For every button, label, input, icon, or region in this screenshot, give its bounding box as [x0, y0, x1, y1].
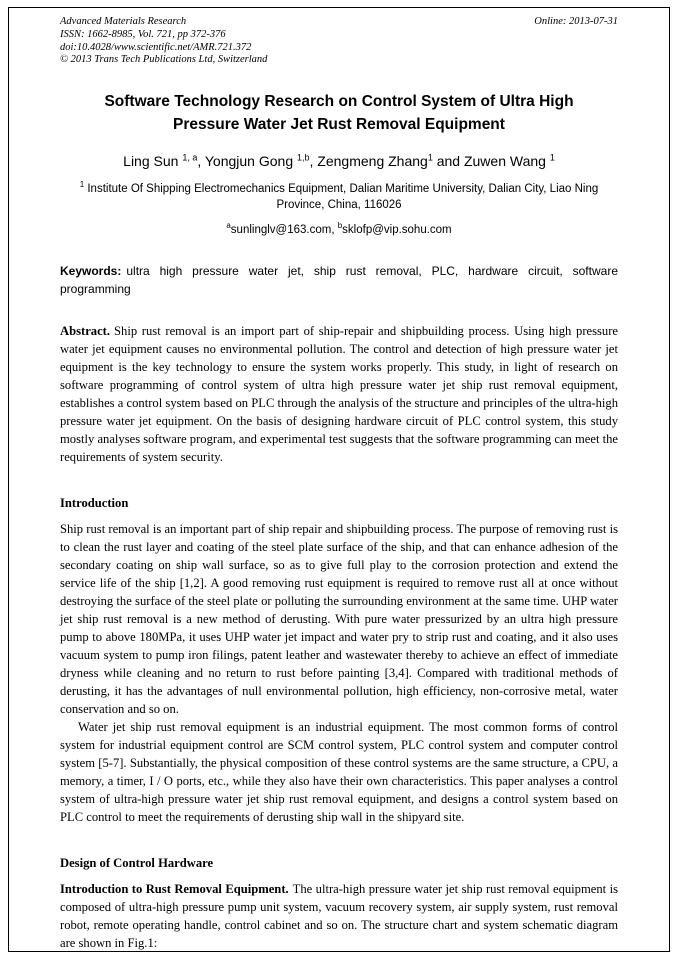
- abstract-text: Ship rust removal is an import part of ship-repair and shipbuilding process. Using high pressure water jet equipment causes no environmental pollution. The control and detection of high pressure water jet equipment is the key technology to ensure the system works properly. This study, in light of research on software programming of control system of ultra high pressure water jet ship rust removal equipment, establishes a control system based on PLC through the analysis of the structure and principles of the ultra-high pressure water jet equipment. On the basis of designing hardware circuit of PLC control system, this study mostly analyses software program, and experimental test suggests that the software programming can meet the requirements of system security.: [60, 324, 618, 465]
- subsection-title: Introduction to Rust Removal Equipment.: [60, 882, 289, 897]
- affiliation: [64, 181, 614, 213]
- paragraph: [60, 880, 618, 952]
- author-superscript: 1,b: [297, 152, 310, 163]
- affiliation-text: Institute Of Shipping Electromechanics Equipment, Dalian Maritime University, Dalian City, Liao Ning Province, China, 116026: [84, 183, 599, 212]
- journal-header: [60, 16, 618, 67]
- page-content: [60, 16, 618, 952]
- email-superscript: b: [337, 221, 343, 231]
- keywords-paragraph: [60, 263, 618, 298]
- author-superscript: 1, a: [182, 152, 198, 163]
- author-superscript: 1: [549, 152, 555, 163]
- author-superscript: 1: [427, 152, 433, 163]
- paragraph: Ship rust removal is an important part of ship repair and shipbuilding process. The purpose of removing rust is to clean the rust layer and coating of the steel plate surface of the ship, and that can enhance adhesion of the secondary coating on ship wall surface, so as to give full play to the corrosion protection and extend the service life of the ship [1,2]. A good removing rust equipment is required to remove rust all at once without destroying the surface of the steel plate or polluting the surrounding environment at the same time. UHP water jet ship rust removal is a new method of derusting. With pure water pressurized by an ultra high pressure pump to above 180MPa, it uses UHP water jet impact and water pry to strip rust and coating, and it also uses vacuum system to pump iron filings, patent leather and wastewater thereby to achieve an effect of immediate dryness while cleaning and no return to rust before painting [3,4]. Compared with traditional methods of derusting, it has the advantages of null environmental pollution, high efficiency, non-corrosive metal, water conservation and so on.: [60, 522, 618, 717]
- author-name: Ling Sun: [123, 153, 183, 170]
- keywords-label: Keywords:: [60, 264, 122, 279]
- paragraph-text: The ultra-high pressure water jet ship rust removal equipment is composed of ultra-high pressure pump unit system, vacuum recovery system, air supply system, rust removal robot, remote operating handle, control cabinet and so on. The structure chart and system schematic diagram are shown in Fig.1:: [60, 882, 618, 951]
- authors-line: [60, 153, 618, 169]
- keywords-text: ultra high pressure water jet, ship rust removal, PLC, hardware circuit, software programming: [60, 264, 618, 296]
- journal-header-left: [60, 16, 267, 67]
- email-address: sunlinglv@163.com,: [230, 224, 338, 237]
- email-superscript: a: [226, 221, 231, 231]
- online-date: Online: 2013-07-31: [534, 16, 618, 27]
- author-name: , Zengmeng Zhang: [309, 153, 428, 170]
- author-name: and Zuwen Wang: [432, 153, 550, 170]
- abstract-paragraph: [60, 322, 618, 466]
- journal-copyright: © 2013 Trans Tech Publications Ltd, Switzerland: [60, 54, 268, 66]
- section-heading-design-of-control-hardware: Design of Control Hardware: [60, 856, 214, 871]
- abstract-label: Abstract.: [60, 324, 111, 339]
- journal-doi: doi:10.4028/www.scientific.net/AMR.721.372: [60, 41, 252, 53]
- author-name: , Yongjun Gong: [197, 153, 297, 170]
- email-address: sklofp@vip.sohu.com: [342, 224, 452, 237]
- journal-issn-volume: ISSN: 1662-8985, Vol. 721, pp 372-376: [60, 28, 226, 40]
- affiliation-superscript: 1: [79, 180, 85, 190]
- emails-line: [60, 221, 618, 237]
- paragraph: Water jet ship rust removal equipment is an industrial equipment. The most common forms of control system for industrial equipment control are SCM control system, PLC control system and computer control system [5-7]. Substantially, the physical composition of these control systems are the same structure, a CPU, a memory, a timer, I / O ports, etc., while they also have their own characteristics. This paper analyses a control system of ultra-high pressure water jet ship rust removal equipment, and designs a control system based on PLC control to meet the requirements of derusting ship wall in the shipyard site.: [60, 720, 618, 825]
- paper-title: Software Technology Research on Control System of Ultra High Pressure Water Jet Rust Removal Equipment: [104, 93, 574, 133]
- journal-name: Advanced Materials Research: [60, 16, 187, 27]
- section-heading-introduction: Introduction: [60, 496, 129, 511]
